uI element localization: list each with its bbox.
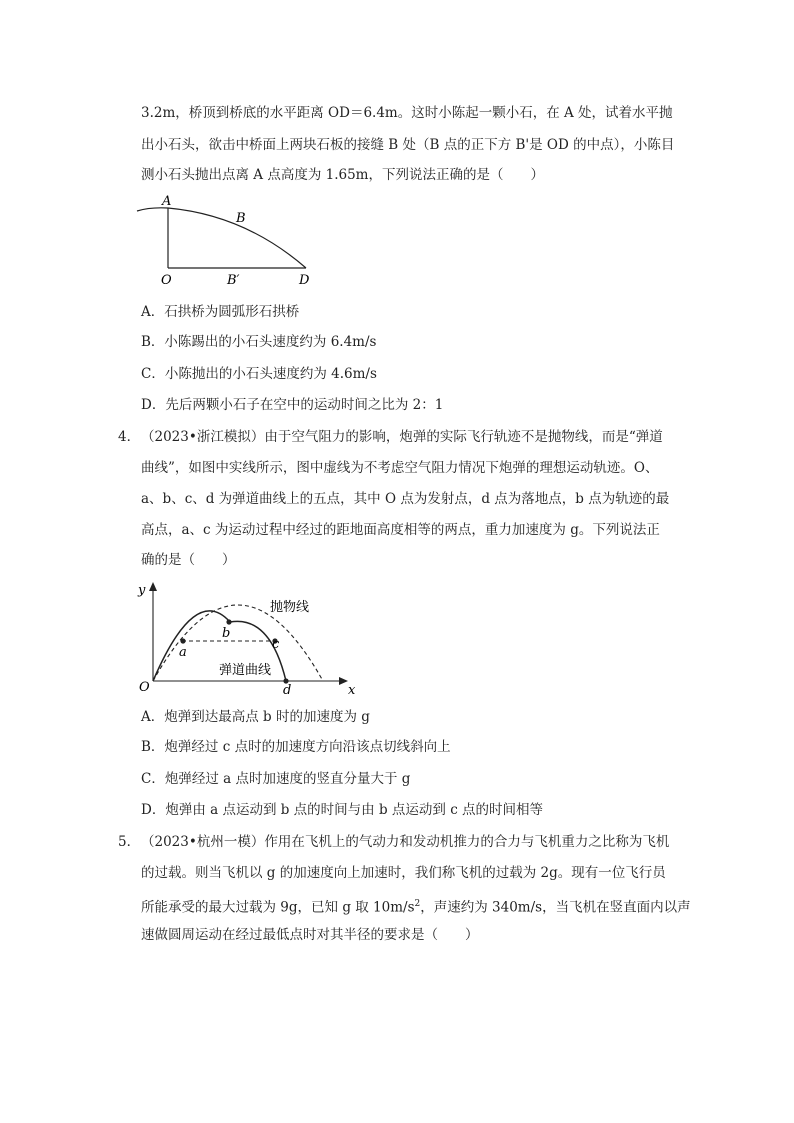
label-parabola: 抛物线 (270, 600, 310, 615)
label-D: D (299, 273, 310, 288)
label-d: d (283, 683, 292, 698)
q5-line-3 (141, 895, 691, 917)
q4-option-d[interactable]: D．炮弹由 a 点运动到 b 点的时间与由 b 点运动到 c 点的时间相等 (141, 802, 544, 818)
q4-line-2: 曲线”，如图中实线所示，图中虚线为不考虑空气阻力情况下炮弹的理想运动轨迹。O、 (141, 460, 659, 476)
q3-option-c[interactable]: C．小陈抛出的小石头速度约为 4.6m/s (141, 366, 377, 382)
label-c: c (272, 637, 280, 652)
x-axis-arrow-icon (339, 677, 348, 685)
y-axis-arrow-icon (149, 582, 157, 591)
label-B: B (236, 211, 246, 226)
q4-line-5: 确的是（ ） (141, 552, 236, 568)
q4-option-a[interactable]: A．炮弹到达最高点 b 时的加速度为 g (141, 709, 370, 725)
label-Bprime: B′ (227, 273, 240, 288)
q4-line-3: a、b、c、d 为弹道曲线上的五点，其中 O 点为发射点，d 点为落地点，b 点为轨迹的最 (141, 491, 670, 507)
point-b (226, 619, 231, 624)
q4-option-c[interactable]: C．炮弹经过 a 点时加速度的竖直分量大于 g (141, 771, 411, 787)
label-y: y (138, 583, 146, 598)
q5-line-1: （2023•杭州一模）作用在飞机上的气动力和发动机推力的合力与飞机重力之比称为飞机 (141, 834, 670, 850)
q4-option-b[interactable]: B．炮弹经过 c 点时的加速度方向沿该点切线斜向上 (141, 739, 451, 755)
q3-line-3: 测小石头抛出点离 A 点高度为 1.65m，下列说法正确的是（ ） (141, 167, 544, 183)
q5-line-3b: ，声速约为 340m/s，当飞机在竖直面内以声 (420, 899, 691, 916)
label-b: b (222, 626, 231, 641)
q4-line-1: （2023•浙江模拟）由于空气阻力的影响，炮弹的实际飞行轨迹不是抛物线，而是“弹道 (141, 429, 663, 445)
q4-line-4: 高点，a、c 为运动过程中经过的距地面高度相等的两点，重力加速度为 g。下列说法正 (141, 522, 660, 538)
q5-line-4: 速做圆周运动在经过最低点时对其半径的要求是（ ） (141, 927, 479, 943)
point-a (180, 638, 185, 643)
label-x: x (348, 683, 356, 698)
label-ballistic: 弹道曲线 (219, 663, 272, 678)
q5-line-2: 的过载。则当飞机以 g 的加速度向上加速时，我们称飞机的过载为 2g。现有一位飞行员 (141, 865, 666, 881)
q3-line-1: 3.2m，桥顶到桥底的水平距离 OD＝6.4m。这时小陈起一颗小石，在 A 处，试着水平抛 (141, 105, 673, 121)
q4-number: 4． (118, 429, 141, 445)
q3-option-d[interactable]: D．先后两颗小石子在空中的运动时间之比为 2：1 (141, 397, 444, 413)
q3-line-2: 出小石头，欲击中桥面上两块石板的接缝 B 处（B 点的正下方 B'是 OD 的中点），小陈目 (141, 137, 675, 153)
label-A: A (162, 194, 172, 209)
label-origin: O (139, 680, 150, 695)
q3-option-a[interactable]: A．石拱桥为圆弧形石拱桥 (141, 304, 300, 320)
q5-number: 5． (118, 834, 141, 850)
q5-exponent: 2 (414, 899, 421, 909)
label-O: O (161, 273, 172, 288)
q3-option-b[interactable]: B．小陈踢出的小石头速度约为 6.4m/s (141, 334, 377, 350)
q5-line-3a: 所能承受的最大过载为 9g，已知 g 取 10m/s (141, 899, 415, 916)
label-a: a (179, 645, 187, 660)
